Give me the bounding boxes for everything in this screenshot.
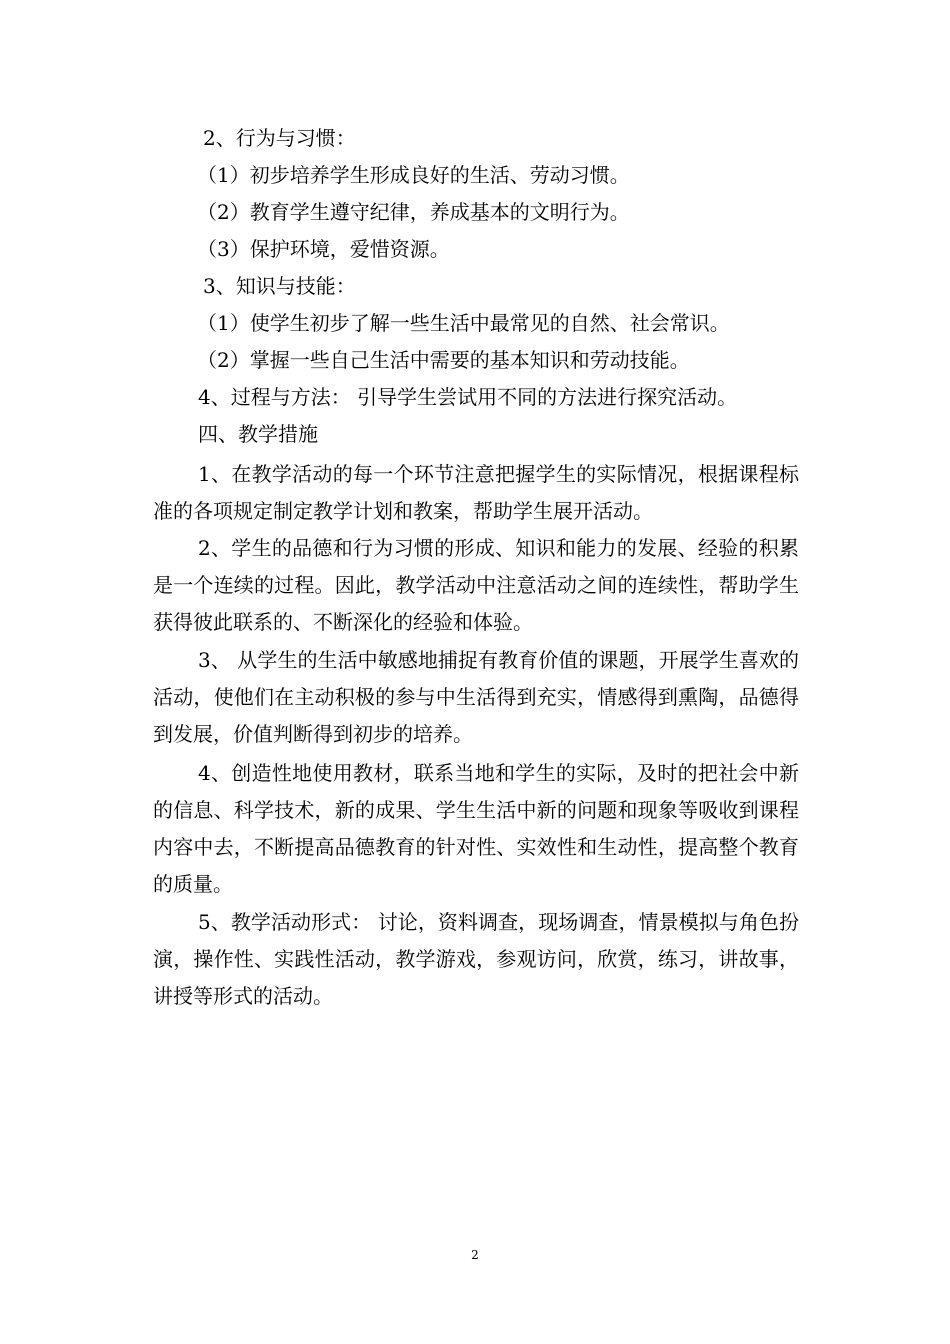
section-heading-knowledge: 3、知识与技能： bbox=[203, 274, 356, 298]
knowledge-item-1: （1）使学生初步了解一些生活中最常见的自然、社会常识。 bbox=[197, 311, 730, 335]
measure-paragraph-3: 3、 从学生的生活中敏感地捕捉有教育价值的课题，开展学生喜欢的活动，使他们在主动积极的参与中生活得到充实，情感得到熏陶，品德得到发展，价值判断得到初步的培养。 bbox=[153, 648, 799, 746]
section-heading-measures: 四、教学措施 bbox=[198, 422, 318, 446]
behavior-item-3: （3）保护环境，爱惜资源。 bbox=[197, 237, 450, 261]
knowledge-item-2: （2）掌握一些自己生活中需要的基本知识和劳动技能。 bbox=[197, 348, 690, 372]
measure-paragraph-1: 1、在教学活动的每一个环节注意把握学生的实际情况，根据课程标准的各项规定制定教学计划和教案，帮助学生展开活动。 bbox=[153, 462, 799, 523]
page-number: 2 bbox=[471, 1248, 479, 1262]
section-heading-behavior: 2、行为与习惯： bbox=[203, 126, 356, 150]
behavior-item-2: （2）教育学生遵守纪律，养成基本的文明行为。 bbox=[197, 200, 630, 224]
measure-paragraph-4: 4、创造性地使用教材，联系当地和学生的实际，及时的把社会中新的信息、科学技术，新的成果、学生生活中新的问题和现象等吸收到课程内容中去，不断提高品德教育的针对性、实效性和生动性，提高整个教育的质量。 bbox=[153, 761, 799, 896]
measure-paragraph-2: 2、学生的品德和行为习惯的形成、知识和能力的发展、经验的积累是一个连续的过程。因此，教学活动中注意活动之间的连续性，帮助学生获得彼此联系的、不断深化的经验和体验。 bbox=[153, 536, 799, 634]
behavior-item-1: （1）初步培养学生形成良好的生活、劳动习惯。 bbox=[197, 163, 630, 187]
process-method-line: 4、过程与方法： 引导学生尝试用不同的方法进行探究活动。 bbox=[198, 385, 738, 409]
measure-paragraph-5: 5、教学活动形式： 讨论，资料调查，现场调查，情景模拟与角色扮演，操作性、实践性活动，教学游戏，参观访问，欣赏，练习，讲故事，讲授等形式的活动。 bbox=[153, 910, 799, 1008]
